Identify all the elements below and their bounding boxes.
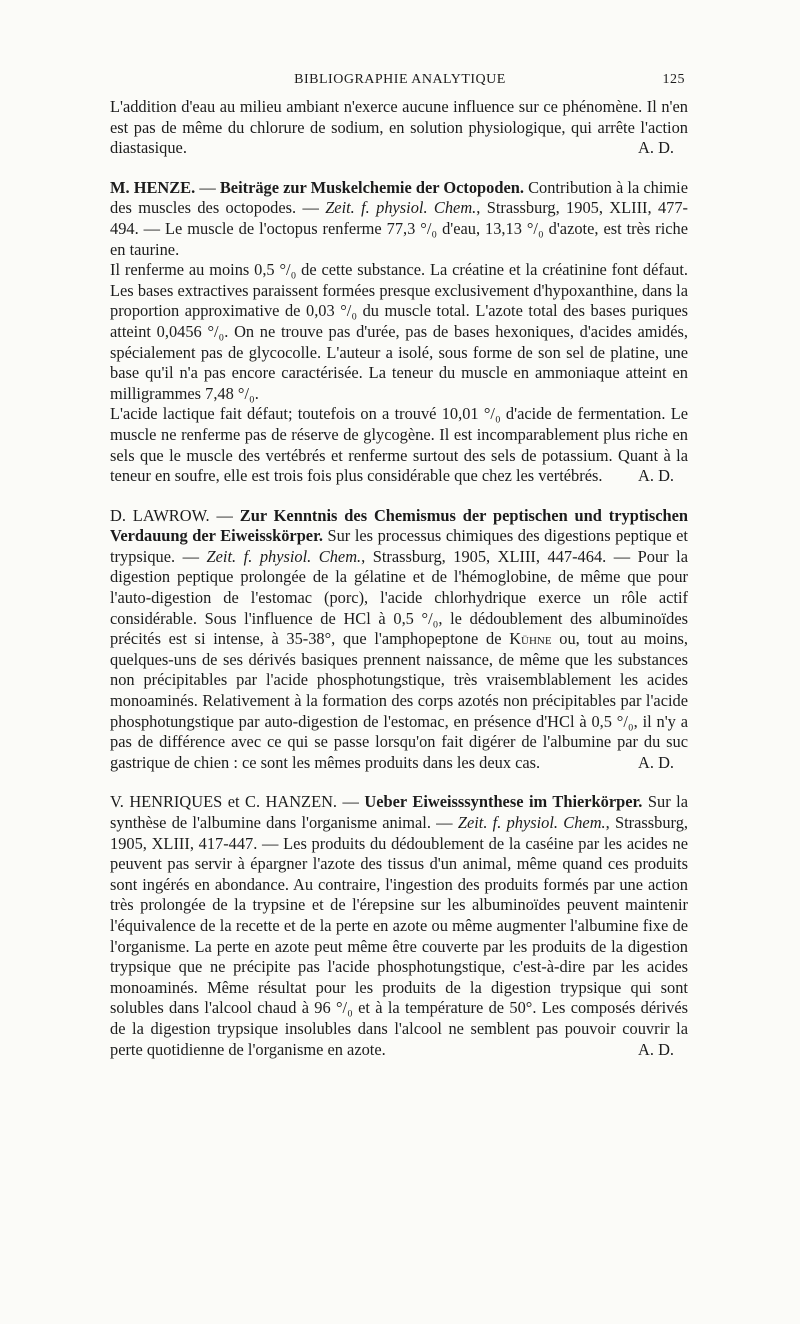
entry-dash: — — [337, 792, 365, 812]
entry-paragraph: Il renferme au moins 0,5 °/₀ de cette substance. La créatine et la créatinine font défaut. Les bases extractives paraissent formées presque exclusivement d'hypoxanthine, dans la proportion approximative de 0,03 °/₀ du muscle total. L'azote total des bases puriques atteint 0,0456 °/₀. On ne trouve pas d'urée, pas de bases hexoniques, d'acides amidés, spécialement pas de glycocolle. L'auteur a isolé, sous forme de son sel de platine, une base qu'il n'a pas encore caractérisée. La teneur du muscle en ammoniaque atteint en milligrammes 7,48 °/₀. — [110, 260, 688, 403]
entry-text: L'acide lactique fait défaut; toutefois on a trouvé 10,01 °/₀ d'acide de fermentation. Le muscle ne renferme pas de réserve de glycogène. Il est incomparablement plus riche en sels que le muscle des vertébrés et renferme surtout des sels de potassium. Quant à la teneur en soufre, elle est trois fois plus considérable que chez les vertébrés. — [110, 404, 688, 486]
entry-text: , Strassburg, 1905, XLIII, 417-447. — Les produits du dédoublement de la caséine par les acides ne peuvent pas servir à épargner l'azote des tissus d'un animal, même quand ces produits sont ingérés en abondance. Au contraire, l'ingestion des produits formés par une action très prolongée de la trypsine et de l'érepsine sur les albuminoïdes peuvent maintenir l'équivalence de la recette et de la perte en azote ou même augmenter l'albumine fixe de l'organisme. La perte en azote peut même être couverte par les produits de la digestion trypsique que ne précipite pas l'acide phosphotungstique, c'est-à-dire par les acides monoaminés. Même résultat pour les produits de la digestion trypsique qui sont solubles dans l'alcool chaud à 96 °/₀ et à la température de 50°. Les composés dérivés de la digestion trypsique insolubles dans l'alcool ne semblent pas pouvoir couvrir la perte quotidienne de l'organisme en azote. — [110, 813, 688, 1059]
entry-journal: Zeit. f. physiol. Chem. — [325, 198, 477, 218]
entry-text: Sur la synthèse de l'albumine dans l'organisme animal. — — [110, 792, 688, 832]
intro-initials: A. D. — [638, 138, 674, 158]
running-title: BIBLIOGRAPHIE ANALYTIQUE — [294, 72, 506, 87]
entry-paragraph — [110, 792, 688, 1060]
bibliography-entry-henze — [110, 178, 688, 487]
page-header — [115, 72, 685, 96]
entry-dash: — — [195, 177, 220, 197]
page-number: 125 — [662, 72, 685, 87]
entry-title: Zur Kenntnis des Chemismus der peptischen und tryptischen Verdauung der Eiweisskörper. — [110, 505, 688, 546]
entry-author: M. HENZE. — [110, 177, 196, 197]
entry-title: Ueber Eiweisssynthese im Thierkörper. — [364, 792, 643, 812]
entry-author: D. LAWROW. — [110, 505, 210, 525]
entry-name-kuhne: Kühne — [509, 629, 552, 649]
entry-text: Contribution à la chimie des muscles des octopodes. — — [110, 177, 688, 218]
entry-dash: — — [209, 505, 240, 525]
entry-initials: A. D. — [638, 1039, 674, 1059]
entry-text: Sur les processus chimiques des digestions peptique et trypsique. — — [110, 526, 688, 566]
bibliography-entry-lawrow — [110, 506, 688, 774]
entry-author: V. HENRIQUES et C. HANZEN. — [110, 792, 338, 812]
entry-text: , Strassburg, 1905, XLIII, 477-494. — Le muscle de l'octopus renferme 77,3 °/₀ d'eau, 13,13 °/₀ d'azote, est très riche en taurine. — [110, 198, 688, 259]
bibliography-entry-henriques — [110, 792, 688, 1060]
entry-initials: A. D. — [638, 752, 674, 772]
entry-paragraph — [110, 404, 688, 486]
entry-title: Beiträge zur Muskelchemie der Octopoden. — [219, 177, 524, 197]
entry-paragraph — [110, 178, 688, 260]
entry-journal: Zeit. f. physiol. Chem. — [206, 546, 362, 566]
intro-paragraph — [110, 97, 688, 159]
intro-text: L'addition d'eau au milieu ambiant n'exerce aucune influence sur ce phénomène. Il n'en est pas de même du chlorure de sodium, en solution physiologique, qui arrête l'action diastasique. — [110, 97, 688, 158]
entry-text: ou, tout au moins, quelques-uns de ses dérivés basiques prennent naissance, de même que les substances non précipitables par l'acide phosphotungstique, très vraisemblablement les acides monoaminés. Relativement à la formation des corps azotés non précipitables par l'acide phosphotungstique par auto-digestion de l'estomac, en présence d'HCl à 0,5 °/₀, il n'y a pas de différence avec ce qui se passe lorsqu'on fait digérer de l'albumine par du suc gastrique de chien : ce sont les mêmes produits dans les deux cas. — [110, 629, 689, 772]
entry-initials: A. D. — [638, 466, 674, 486]
entry-journal: Zeit. f. physiol. Chem. — [457, 813, 606, 832]
page-body — [110, 97, 688, 1060]
entry-text: , Strassburg, 1905, XLIII, 447-464. — Pour la digestion peptique prolongée de la gélatine et de l'hémoglobine, de même que pour l'auto-digestion de l'estomac (porc), l'acide chlorhydrique exerce un rôle actif considérable. Sous l'influence de HCl à 0,5 °/₀, le dédoublement des albuminoïdes précités est si intense, à 35-38°, que l'amphopeptone de — [110, 546, 688, 649]
entry-paragraph — [110, 506, 688, 774]
